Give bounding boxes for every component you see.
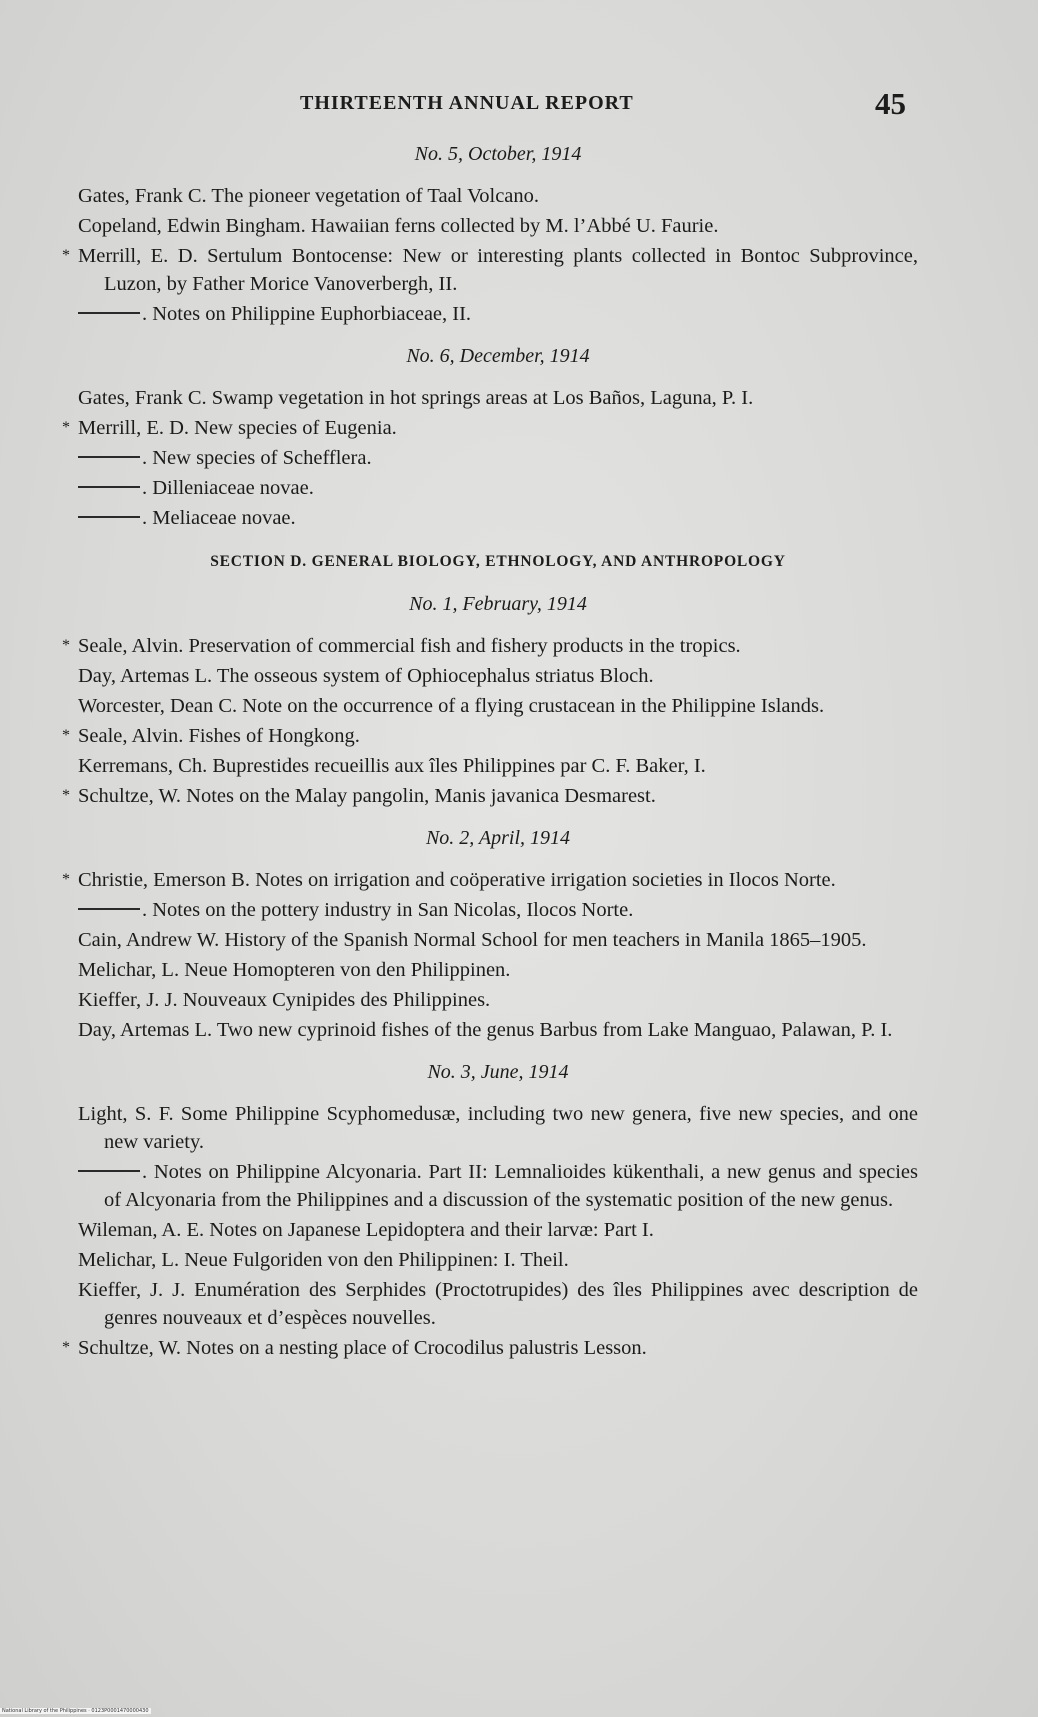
entry-text: Schultze, W. Notes on a nesting place of Crocodilus palustris Lesson. bbox=[78, 1337, 647, 1359]
bibliography-entry bbox=[78, 1158, 918, 1214]
entry-text: Day, Artemas L. Two new cyprinoid fishes of the genus Barbus from Lake Manguao, Palawan, P. I. bbox=[78, 1019, 893, 1041]
ditto-dash bbox=[78, 312, 140, 314]
asterisk-marker: * bbox=[62, 787, 70, 804]
entry-text: Kieffer, J. J. Enumération des Serphides (Proctotrupides) des îles Philippines avec description de genres nouveaux et d’espèces nouvelles. bbox=[78, 1279, 918, 1329]
issue-heading: No. 6, December, 1914 bbox=[406, 345, 590, 367]
asterisk-marker: * bbox=[62, 247, 70, 264]
page-number: 45 bbox=[875, 86, 906, 121]
entry-text: Merrill, E. D. New species of Eugenia. bbox=[78, 417, 397, 439]
entry-text: Seale, Alvin. Fishes of Hongkong. bbox=[78, 725, 360, 747]
entry-text: Copeland, Edwin Bingham. Hawaiian ferns collected by M. l’Abbé U. Faurie. bbox=[78, 215, 719, 237]
asterisk-marker: * bbox=[62, 637, 70, 654]
bibliography-entry bbox=[78, 662, 918, 690]
issue-heading: No. 5, October, 1914 bbox=[414, 143, 582, 165]
bibliography-entry bbox=[62, 782, 918, 810]
asterisk-marker: * bbox=[62, 727, 70, 744]
entry-text: Gates, Frank C. The pioneer vegetation of Taal Volcano. bbox=[78, 185, 540, 207]
bibliography-entry bbox=[62, 632, 918, 660]
bibliography-entry bbox=[78, 1276, 918, 1332]
entry-text: Worcester, Dean C. Note on the occurrence of a flying crustacean in the Philippine Islands. bbox=[78, 695, 825, 717]
bibliography-entry bbox=[62, 1334, 918, 1362]
entry-text: Day, Artemas L. The osseous system of Ophiocephalus striatus Bloch. bbox=[78, 665, 654, 687]
entry-text: Christie, Emerson B. Notes on irrigation and coöperative irrigation societies in Ilocos Norte. bbox=[78, 869, 836, 891]
archive-stamp: National Library of the Philippines · 0123P0001470000430 bbox=[2, 1708, 149, 1714]
bibliography-entry bbox=[62, 242, 918, 298]
bibliography-entry bbox=[78, 212, 918, 240]
entry-text: Melichar, L. Neue Fulgoriden von den Philippinen: I. Theil. bbox=[78, 1249, 569, 1271]
entry-text: Seale, Alvin. Preservation of commercial fish and fishery products in the tropics. bbox=[78, 635, 741, 657]
bibliography-entry bbox=[78, 384, 918, 412]
issue-heading: No. 3, June, 1914 bbox=[427, 1061, 569, 1083]
issue-heading: No. 2, April, 1914 bbox=[425, 827, 571, 849]
bibliography-entry bbox=[78, 444, 918, 472]
asterisk-marker: * bbox=[62, 871, 70, 888]
section-heading: SECTION D. GENERAL BIOLOGY, ETHNOLOGY, AND ANTHROPOLOGY bbox=[210, 553, 786, 570]
issue-heading: No. 1, February, 1914 bbox=[409, 593, 587, 615]
entry-text: Cain, Andrew W. History of the Spanish Normal School for men teachers in Manila 1865–1905. bbox=[78, 929, 867, 951]
entry-text: Schultze, W. Notes on the Malay pangolin, Manis javanica Desmarest. bbox=[78, 785, 656, 807]
ditto-dash bbox=[78, 908, 140, 910]
asterisk-marker: * bbox=[62, 419, 70, 436]
bibliography-entry bbox=[78, 956, 918, 984]
bibliography-entry bbox=[78, 986, 918, 1014]
bibliography-entry bbox=[78, 504, 918, 532]
bibliography-entry bbox=[78, 1246, 918, 1274]
bibliography-entry bbox=[78, 1216, 918, 1244]
bibliography-entry bbox=[78, 300, 918, 328]
page-header bbox=[0, 86, 1038, 126]
entry-text: Kerremans, Ch. Buprestides recueillis aux îles Philippines par C. F. Baker, I. bbox=[78, 755, 706, 777]
running-head: THIRTEENTH ANNUAL REPORT bbox=[300, 92, 634, 114]
asterisk-marker: * bbox=[62, 1339, 70, 1356]
bibliography-entry bbox=[78, 692, 918, 720]
entry-text: . Meliaceae novae. bbox=[142, 507, 296, 529]
entry-text: Wileman, A. E. Notes on Japanese Lepidoptera and their larvæ: Part I. bbox=[78, 1219, 654, 1241]
bibliography-entry bbox=[62, 722, 918, 750]
bibliography-entry bbox=[78, 474, 918, 502]
bibliography-entry bbox=[78, 752, 918, 780]
entry-text: . New species of Schefflera. bbox=[142, 447, 372, 469]
bibliography-entry bbox=[78, 182, 918, 210]
entry-text: . Notes on Philippine Euphorbiaceae, II. bbox=[142, 303, 472, 325]
publication-list bbox=[62, 140, 918, 1364]
entry-text: Kieffer, J. J. Nouveaux Cynipides des Philippines. bbox=[78, 989, 491, 1011]
entry-text: . Notes on Philippine Alcyonaria. Part II: Lemnalioides kükenthali, a new genus and species of Alcyonaria from the Philippines and a discussion of the systematic position of the new genus. bbox=[104, 1161, 918, 1211]
entry-text: Merrill, E. D. Sertulum Bontocense: New or interesting plants collected in Bontoc Subprovince, Luzon, by Father Morice Vanoverbergh, II. bbox=[78, 245, 918, 295]
ditto-dash bbox=[78, 456, 140, 458]
entry-text: . Dilleniaceae novae. bbox=[142, 477, 314, 499]
bibliography-entry bbox=[78, 896, 918, 924]
bibliography-entry bbox=[78, 1100, 918, 1156]
bibliography-entry bbox=[78, 926, 918, 954]
ditto-dash bbox=[78, 516, 140, 518]
entry-text: Melichar, L. Neue Homopteren von den Philippinen. bbox=[78, 959, 511, 981]
bibliography-entry bbox=[62, 414, 918, 442]
entry-text: Gates, Frank C. Swamp vegetation in hot springs areas at Los Baños, Laguna, P. I. bbox=[78, 387, 754, 409]
bibliography-entry bbox=[62, 866, 918, 894]
entry-text: . Notes on the pottery industry in San Nicolas, Ilocos Norte. bbox=[142, 899, 634, 921]
ditto-dash bbox=[78, 486, 140, 488]
bibliography-entry bbox=[78, 1016, 918, 1044]
entry-text: Light, S. F. Some Philippine Scyphomedusæ, including two new genera, five new species, and one new variety. bbox=[78, 1103, 918, 1153]
ditto-dash bbox=[78, 1170, 140, 1172]
